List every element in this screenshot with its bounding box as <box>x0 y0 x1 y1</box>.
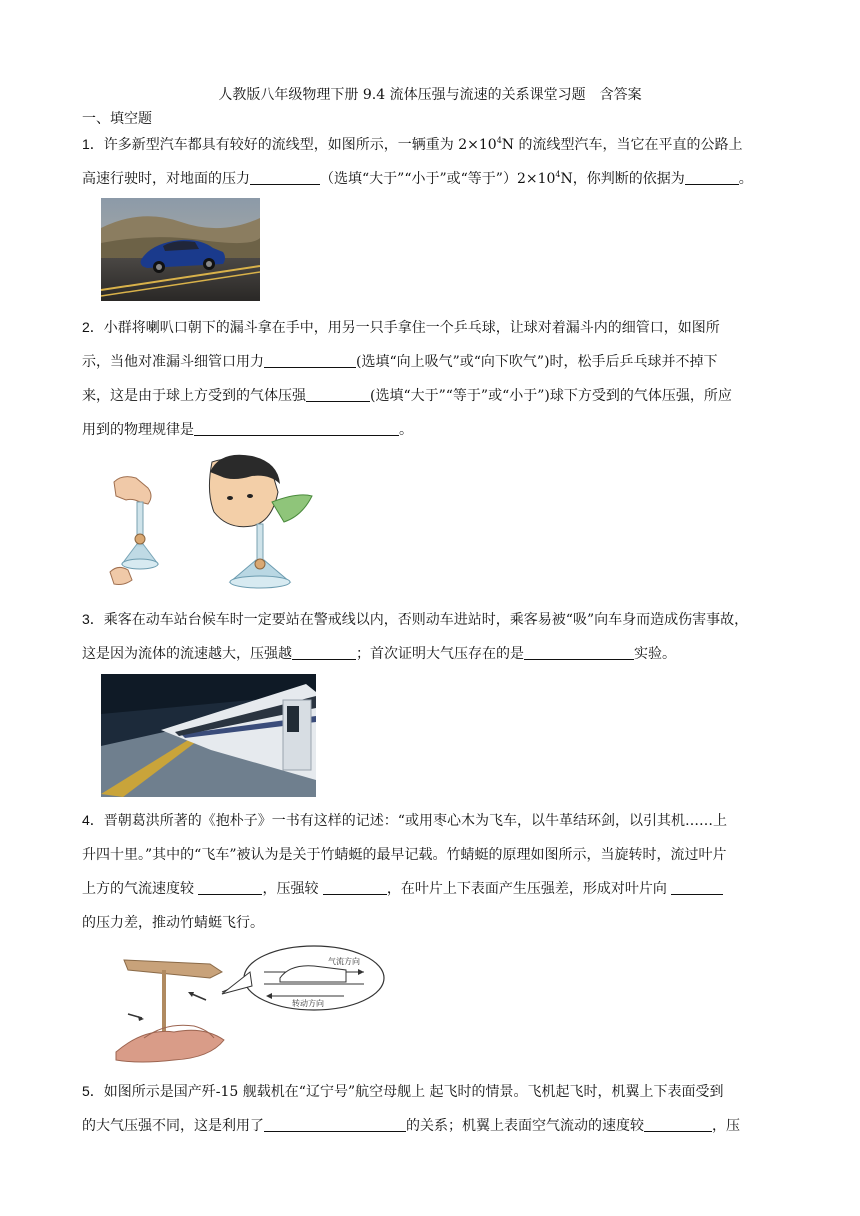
question-text: 上方的气流速度较 <box>82 881 199 897</box>
question-text: ，压强较 <box>262 881 323 897</box>
question-text: N 的流线型汽车，当它在平直的公路上 <box>501 137 743 153</box>
high-speed-train-photo <box>101 674 316 797</box>
question-2 <box>82 310 782 447</box>
page-title: 人教版八年级物理下册 9.4 流体压强与流速的关系课堂习题 含答案 <box>218 87 642 103</box>
answer-blank[interactable] <box>323 880 387 895</box>
answer-blank[interactable] <box>306 387 370 402</box>
question-4 <box>82 803 782 940</box>
bamboo-dragonfly-illustration <box>114 942 389 1064</box>
question-text: 这是因为流体的流速越大，压强越 <box>82 646 292 662</box>
question-text: 的大气压强不同，这是利用了 <box>82 1118 264 1134</box>
question-text: 。 <box>738 171 753 187</box>
question-text: 实验。 <box>634 646 676 662</box>
question-text: ．小群将喇叭口朝下的漏斗拿在手中，用另一只手拿住一个乒乓球，让球对着漏斗内的细管口，如图所 <box>89 320 720 336</box>
airflow-direction-label: 气流方向 <box>328 957 360 966</box>
question-text: N，你判断的依据为 <box>560 171 685 187</box>
answer-blank[interactable] <box>250 170 320 185</box>
question-5 <box>82 1074 782 1143</box>
question-text: 升四十里。”其中的“飞车”被认为是关于竹蜻蜓的最早记载。竹蜻蜓的原理如图所示，当旋转时，流过叶片 <box>82 847 727 863</box>
question-1 <box>82 127 782 196</box>
question-text: （选填“大于”“小于”或“等于”）2×10 <box>320 171 556 187</box>
question-text: 来，这是由于球上方受到的气体压强 <box>82 388 306 404</box>
answer-blank[interactable] <box>264 1117 406 1132</box>
question-text: 的关系；机翼上表面空气流动的速度较 <box>406 1118 644 1134</box>
question-text: ．许多新型汽车都具有较好的流线型，如图所示，一辆重为 2×10 <box>89 137 497 153</box>
exponent: 4 <box>496 136 502 145</box>
question-text: 示，当他对准漏斗细管口用力 <box>82 354 264 370</box>
answer-blank[interactable] <box>644 1117 712 1132</box>
sports-car-photo <box>101 198 260 301</box>
answer-blank[interactable] <box>671 880 723 895</box>
question-text: 的压力差，推动竹蜻蜓飞行。 <box>82 915 264 931</box>
answer-blank[interactable] <box>524 645 634 660</box>
question-number: 2 <box>82 319 90 335</box>
question-number: 5 <box>82 1083 90 1099</box>
answer-blank[interactable] <box>264 353 356 368</box>
answer-blank[interactable] <box>685 170 739 185</box>
question-text: 高速行驶时，对地面的压力 <box>82 171 250 187</box>
answer-blank[interactable] <box>198 880 262 895</box>
funnel-pingpong-illustration <box>102 452 314 590</box>
rotation-direction-label: 转动方向 <box>292 999 324 1008</box>
question-3 <box>82 602 782 671</box>
question-number: 3 <box>82 611 90 627</box>
question-text: (选填“向上吸气”或“向下吹气”)时，松手后乒乓球并不掉下 <box>356 354 718 370</box>
question-text: 用到的物理规律是 <box>82 422 194 438</box>
question-number: 1 <box>82 136 90 152</box>
exponent: 4 <box>555 170 561 179</box>
answer-blank[interactable] <box>292 645 356 660</box>
question-text: (选填“大于”“等于”或“小于”)球下方受到的气体压强，所应 <box>370 388 732 404</box>
question-number: 4 <box>82 812 90 828</box>
question-text: ．乘客在动车站台候车时一定要站在警戒线以内，否则动车进站时，乘客易被“吸”向车身而造成伤害事故， <box>89 612 749 628</box>
question-text: 。 <box>399 422 413 438</box>
question-text: ，在叶片上下表面产生压强差，形成对叶片向 <box>386 881 672 897</box>
answer-blank[interactable] <box>194 421 399 436</box>
question-text: ．如图所示是国产歼-15 舰载机在“辽宁号”航空母舰上 起飞时的情景。飞机起飞时，机翼上下表面受到 <box>89 1084 724 1100</box>
question-text: ；首次证明大气压存在的是 <box>356 646 524 662</box>
question-text: ．晋朝葛洪所著的《抱朴子》一书有这样的记述：“或用枣心木为飞车，以牛革结环剑，以引其机……上 <box>89 813 727 829</box>
section-heading: 一、填空题 <box>82 111 152 127</box>
question-text: ，压 <box>712 1118 740 1134</box>
